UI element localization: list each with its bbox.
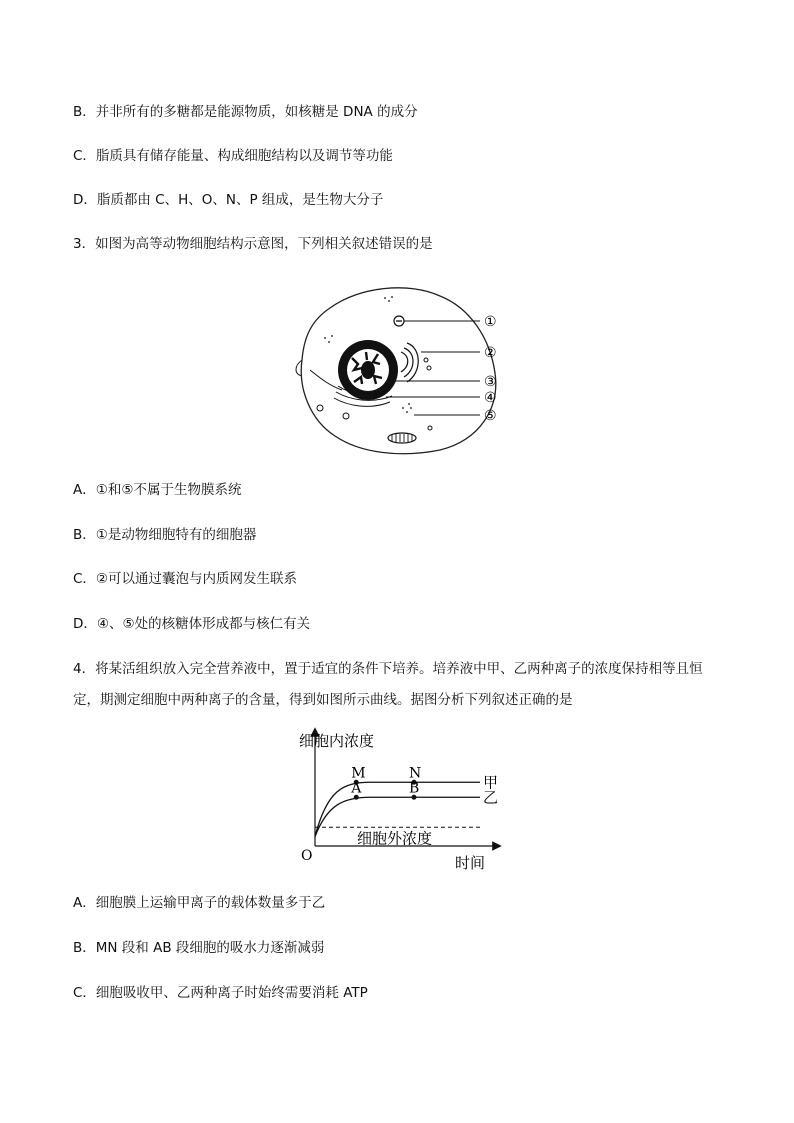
q2-option-c: C．脂质具有储存能量、构成细胞结构以及调节等功能 [73, 148, 393, 164]
q4-option-b: B．MN 段和 AB 段细胞的吸水力逐渐减弱 [73, 940, 325, 956]
q3-option-b: B．①是动物细胞特有的细胞器 [73, 527, 257, 543]
q3-stem: 3．如图为高等动物细胞结构示意图，下列相关叙述错误的是 [73, 236, 433, 252]
vesicle [428, 426, 432, 430]
q4-stem-line2: 定，期测定细胞中两种离子的含量，得到如图所示曲线。据图分析下列叙述正确的是 [73, 692, 573, 708]
er-tube [310, 370, 342, 390]
nucleolus [361, 361, 375, 379]
point-label-A: A [351, 780, 362, 797]
q2-option-b: B．并非所有的多糖都是能源物质，如核糖是 DNA 的成分 [73, 104, 418, 120]
label-2: ② [484, 345, 497, 361]
point-label-M: M [351, 765, 366, 782]
x-axis-label: 时间 [455, 854, 486, 872]
q3-option-a: A．①和⑤不属于生物膜系统 [73, 482, 242, 498]
ion-chart [295, 726, 505, 874]
label-4: ④ [484, 390, 497, 406]
ion-chart-svg [295, 726, 505, 874]
vesicle [317, 405, 323, 411]
point-label-B: B [409, 780, 420, 797]
origin-label: O [301, 848, 313, 864]
y-axis-label: 细胞内浓度 [299, 732, 375, 750]
series-name-甲: 甲 [483, 773, 499, 792]
q2-option-d: D．脂质都由 C、H、O、N、P 组成，是生物大分子 [73, 192, 384, 208]
cell-diagram-svg [290, 278, 505, 458]
label-3: ③ [484, 374, 497, 390]
series-name-乙: 乙 [483, 788, 499, 807]
golgi-vesicle [424, 358, 428, 362]
golgi [401, 343, 418, 382]
reference-line-label: 细胞外浓度 [357, 829, 433, 848]
label-5: ⑤ [484, 408, 497, 424]
vesicle [343, 413, 349, 419]
cell-membrane [301, 288, 496, 454]
q4-option-c: C．细胞吸收甲、乙两种离子时始终需要消耗 ATP [73, 985, 368, 1001]
q4-option-a: A．细胞膜上运输甲离子的载体数量多于乙 [73, 895, 326, 911]
mitochondrion-cristae [392, 434, 412, 442]
point-label-N: N [409, 765, 422, 782]
q3-option-c: C．②可以通过囊泡与内质网发生联系 [73, 571, 298, 587]
cell-diagram [290, 278, 505, 458]
q3-option-d: D．④、⑤处的核糖体形成都与核仁有关 [73, 616, 311, 632]
label-1: ① [484, 314, 497, 330]
golgi-vesicle [427, 366, 431, 370]
q4-stem-line1: 4．将某活组织放入完全营养液中，置于适宜的条件下培养。培养液中甲、乙两种离子的浓度保持相等且恒 [73, 661, 703, 677]
